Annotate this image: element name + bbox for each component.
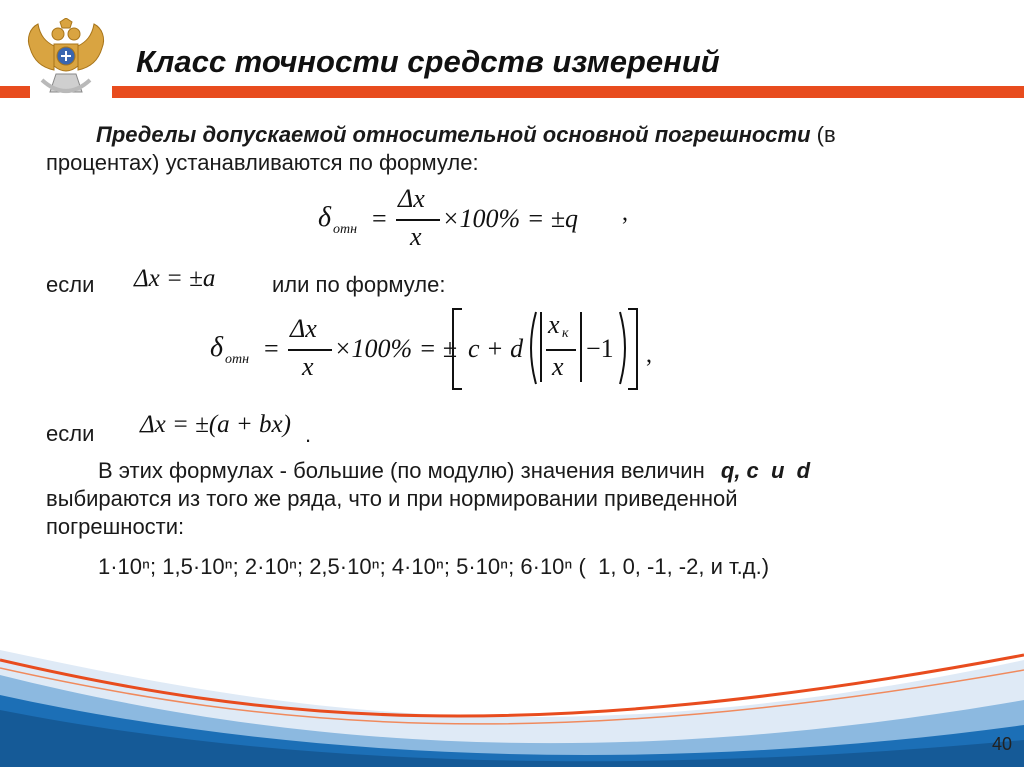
formula1-comma: , xyxy=(622,200,628,226)
formula2-comma: , xyxy=(646,342,652,368)
formula2-minus-one: −1 xyxy=(586,334,614,363)
left-square-bracket xyxy=(452,308,462,390)
formula2-inner-fraction-line xyxy=(546,349,576,351)
formula2-c-plus-d: c + d xyxy=(468,334,524,363)
cond2-word: если xyxy=(46,421,95,446)
left-paren xyxy=(524,310,538,386)
formula2-xk-subscript: к xyxy=(562,326,569,341)
decorative-wave-footer xyxy=(0,600,1024,767)
formula1-denominator: x xyxy=(410,222,422,251)
formula-relative-error-cd xyxy=(210,302,670,396)
formula2-x: x xyxy=(552,352,564,381)
formula1-equals: = xyxy=(372,204,387,233)
explanation-line2: выбираются из того же ряда, что и при нормировании приведенной xyxy=(46,486,738,511)
cond2-expression: Δx = ±(a + bx) xyxy=(140,411,291,438)
formula2-delta: δ xyxy=(210,332,224,363)
header-divider xyxy=(0,86,1024,98)
intro-line2: процентах) устанавливаются по формуле: xyxy=(46,150,479,175)
slide-title: Класс точности средств измерений xyxy=(136,44,720,79)
explanation-line3: погрешности: xyxy=(46,514,185,539)
cond1-expression: Δx = ±a xyxy=(134,265,216,292)
formula1-subscript: отн xyxy=(333,222,358,237)
formula2-fraction-line xyxy=(288,349,332,351)
formula1-delta: δ xyxy=(318,202,332,233)
abs-bar-right xyxy=(580,312,582,382)
intro-paragraph xyxy=(96,121,836,149)
formula1-tail: ×100% = ±q xyxy=(442,204,579,233)
formula2-subscript: отн xyxy=(225,352,250,367)
cond2-dot: . xyxy=(305,422,312,447)
formula2-numerator: Δx xyxy=(290,314,317,343)
formula1-fraction-line xyxy=(396,219,440,221)
explanation-text: В этих формулах - большие (по модулю) значения величин xyxy=(98,458,705,483)
formula2-xk: x xyxy=(548,310,560,339)
cond1-word: если xyxy=(46,272,95,297)
abs-bar-left xyxy=(540,312,542,382)
value-series: 1·10ⁿ; 1,5·10ⁿ; 2·10ⁿ; 2,5·10ⁿ; 4·10ⁿ; 5·10ⁿ; 6·10ⁿ ( 1, 0, -1, -2, и т.д.) xyxy=(98,554,770,579)
cond1-or-text: или по формуле: xyxy=(272,272,446,297)
page-number: 40 xyxy=(991,734,1012,754)
explanation-line1 xyxy=(98,457,810,485)
formula2-denominator: x xyxy=(302,352,314,381)
formula1-numerator: Δx xyxy=(398,184,425,213)
intro-tail: (в xyxy=(810,122,836,147)
formula2-equals: = xyxy=(264,334,279,363)
formula2-multiplier: ×100% = ± xyxy=(334,334,458,363)
right-square-bracket xyxy=(628,308,638,390)
intro-emphasis: Пределы допускаемой относительной основной погрешности xyxy=(96,122,811,147)
formula-relative-error xyxy=(318,186,648,258)
explanation-vars: q, c и d xyxy=(720,458,811,483)
